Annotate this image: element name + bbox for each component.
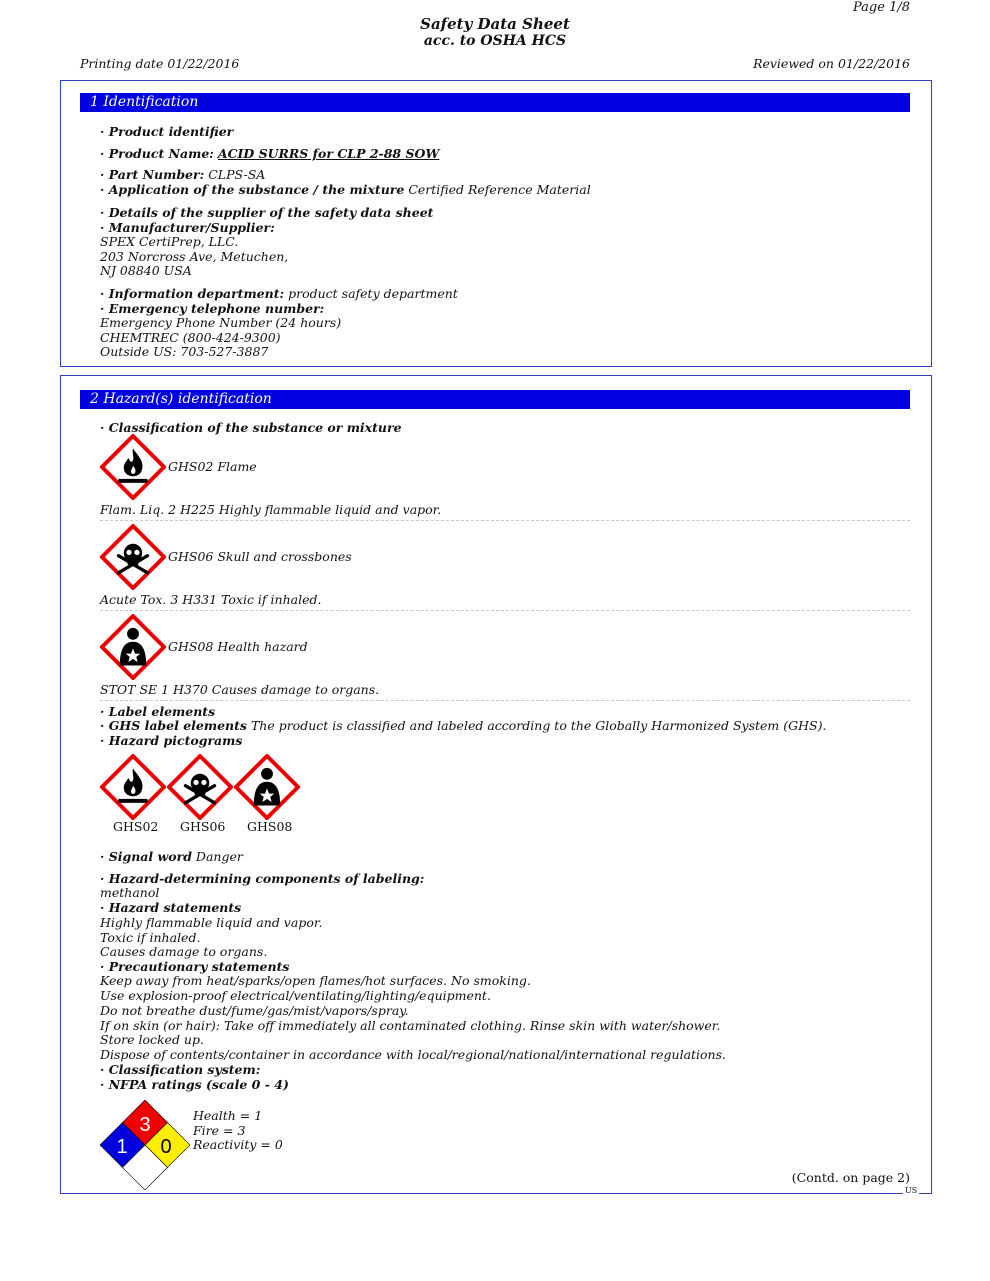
divider [100,610,910,611]
manufacturer-label: · Manufacturer/Supplier: [100,220,275,235]
classification-heading: · Classification of the substance or mixture [100,420,402,435]
region-code: US [905,1186,918,1195]
hazard-statement-flame: Flam. Liq. 2 H225 Highly flammable liquid and vapor. [100,502,442,517]
hazard-statement-skull: Acute Tox. 3 H331 Toxic if inhaled. [100,592,322,607]
skull-crossbones-icon [167,754,233,820]
flame-icon [100,434,166,500]
health-hazard-icon [234,754,300,820]
pictogram-code: GHS06 [180,819,226,834]
emergency-line: Emergency Phone Number (24 hours) [100,315,342,330]
document-subtitle: acc. to OSHA HCS [423,33,567,49]
page-number: Page 1/8 [853,0,910,15]
section-1-heading: 1 Identification [80,93,910,112]
health-hazard-icon [100,614,166,680]
hazard-statement-line: Highly flammable liquid and vapor. [100,915,323,930]
emergency-line: Outside US: 703-527-3887 [100,344,269,359]
components-label: · Hazard-determining components of labeling: [100,871,425,886]
nfpa-fire-value: 3 [139,1114,151,1136]
product-name: · Product Name: ACID SURRS for CLP 2-88 SOW [100,146,440,161]
printing-date: Printing date 01/22/2016 [80,56,240,71]
reviewed-date: Reviewed on 01/22/2016 [753,56,910,71]
precautionary-label: · Precautionary statements [100,959,290,974]
precautionary-line: Dispose of contents/container in accordance with local/regional/national/international regulations. [100,1047,727,1062]
precautionary-line: If on skin (or hair): Take off immediately all contaminated clothing. Rinse skin with water/shower. [100,1018,721,1033]
nfpa-reactivity-value: 0 [160,1136,172,1158]
classification-system: · Classification system: [100,1062,261,1077]
part-number: · Part Number: CLPS-SA [100,167,266,182]
precautionary-line: Keep away from heat/sparks/open flames/hot surfaces. No smoking. [100,973,531,988]
nfpa-health-value: 1 [116,1136,128,1158]
information-department: · Information department: product safety department [100,286,458,301]
nfpa-health-text: Health = 1 [193,1108,263,1123]
divider [100,520,910,521]
product-identifier: · Product identifier [100,124,234,139]
precautionary-line: Store locked up. [100,1032,204,1047]
emergency-label: · Emergency telephone number: [100,301,325,316]
application: · Application of the substance / the mixture Certified Reference Material [100,182,591,197]
precautionary-line: Use explosion-proof electrical/ventilating/lighting/equipment. [100,988,491,1003]
ghs06-name: GHS06 Skull and crossbones [168,549,352,564]
manufacturer-line: 203 Norcross Ave, Metuchen, [100,249,289,264]
hazard-statement-health: STOT SE 1 H370 Causes damage to organs. [100,682,380,697]
supplier-details: · Details of the supplier of the safety data sheet [100,205,434,220]
hazard-statement-line: Toxic if inhaled. [100,930,201,945]
signal-word: · Signal word Danger [100,849,243,864]
section-2-heading: 2 Hazard(s) identification [80,390,910,409]
manufacturer-line: SPEX CertiPrep, LLC. [100,234,239,249]
precautionary-line: Do not breathe dust/fume/gas/mist/vapors/spray. [100,1003,409,1018]
ghs08-name: GHS08 Health hazard [168,639,308,654]
manufacturer-line: NJ 08840 USA [100,263,192,278]
emergency-line: CHEMTREC (800-424-9300) [100,330,281,345]
nfpa-reactivity-text: Reactivity = 0 [193,1137,283,1152]
hazard-statements-label: · Hazard statements [100,900,242,915]
nfpa-label: · NFPA ratings (scale 0 - 4) [100,1077,289,1092]
ghs-label-elements: · GHS label elements The product is classified and labeled according to the Globally Harmonized System (GHS). [100,718,827,733]
label-elements: · Label elements [100,704,216,719]
skull-crossbones-icon [100,524,166,590]
pictogram-code: GHS08 [247,819,293,834]
continued-note: (Contd. on page 2) [791,1170,910,1185]
nfpa-fire-text: Fire = 3 [193,1123,246,1138]
hazard-statement-line: Causes damage to organs. [100,944,268,959]
pictogram-code: GHS02 [113,819,159,834]
hazard-pictograms-heading: · Hazard pictograms [100,733,243,748]
nfpa-diamond [100,1100,190,1190]
components-value: methanol [100,885,160,900]
product-name-value: ACID SURRS for CLP 2-88 SOW [217,146,440,161]
document-title: Safety Data Sheet [420,15,570,33]
divider [100,700,910,701]
flame-icon [100,754,166,820]
ghs02-name: GHS02 Flame [168,459,257,474]
